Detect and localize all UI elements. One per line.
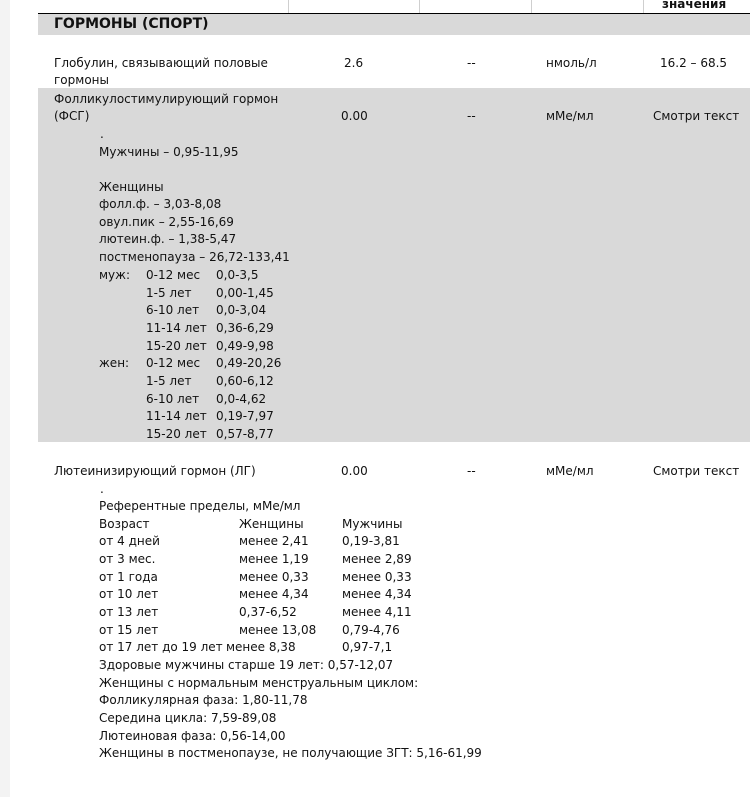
lh-row-age: от 1 года (99, 570, 158, 584)
lh-row-women: менее 4,34 (239, 587, 309, 601)
lh-header-age: Возраст (99, 517, 150, 531)
fsh-reference: Смотри текст (653, 109, 740, 123)
fsh-note-dot: . (100, 127, 104, 141)
fsh-male-label: муж: (99, 268, 131, 282)
fsh-female-age: 0-12 мес (146, 356, 201, 370)
fsh-female-label: жен: (99, 356, 130, 370)
fsh-female-range: 0,60-6,12 (216, 374, 274, 388)
fsh-male-range: 0,0-3,5 (216, 268, 259, 282)
shbg-unit: нмоль/л (546, 56, 597, 70)
fsh-female-range: 0,0-4,62 (216, 392, 267, 406)
lh-header-men: Мужчины (342, 517, 403, 531)
lh-row-women: 0,37-6,52 (239, 605, 297, 619)
fsh-name-line2: (ФСГ) (54, 109, 90, 123)
fsh-male-age: 15-20 лет (146, 339, 207, 353)
lh-note-line: Женщины в постменопаузе, не получающие ЗГТ: 5,16-61,99 (99, 746, 482, 760)
lh-row-men: менее 2,89 (342, 552, 412, 566)
fsh-note-men: Мужчины – 0,95-11,95 (99, 145, 239, 159)
fsh-note-women-item: постменопауза – 26,72-133,41 (99, 250, 290, 264)
lh-note-line: Фолликулярная фаза: 1,80-11,78 (99, 693, 308, 707)
lh-reference: Смотри текст (653, 464, 740, 478)
lh-row-men: менее 4,34 (342, 587, 412, 601)
fsh-female-age: 11-14 лет (146, 409, 207, 423)
fsh-male-range: 0,0-3,04 (216, 303, 267, 317)
fsh-female-range: 0,57-8,77 (216, 427, 274, 441)
lh-note-line: Женщины с нормальным менструальным циклом: (99, 676, 419, 690)
section-title: ГОРМОНЫ (СПОРТ) (54, 16, 209, 32)
lh-note-line: Лютеиновая фаза: 0,56-14,00 (99, 729, 286, 743)
fsh-male-range: 0,36-6,29 (216, 321, 274, 335)
fsh-note-women-item: фолл.ф. – 3,03-8,08 (99, 197, 222, 211)
lh-header-women: Женщины (239, 517, 304, 531)
fsh-note-women-item: овул.пик – 2,55-16,69 (99, 215, 234, 229)
fsh-value: 0.00 (341, 109, 368, 123)
fsh-unit: мМе/мл (546, 109, 594, 123)
lh-row-women: менее 0,33 (239, 570, 309, 584)
fsh-female-range: 0,49-20,26 (216, 356, 282, 370)
lh-note-dot: . (100, 482, 104, 496)
fsh-male-age: 0-12 мес (146, 268, 201, 282)
fsh-female-range: 0,19-7,97 (216, 409, 274, 423)
fsh-male-range: 0,49-9,98 (216, 339, 274, 353)
lh-name: Лютеинизирующий гормон (ЛГ) (54, 464, 256, 478)
fsh-male-age: 11-14 лет (146, 321, 207, 335)
table-header (38, 0, 750, 14)
fsh-male-age: 6-10 лет (146, 303, 200, 317)
lh-row-age: от 10 лет (99, 587, 159, 601)
column-header-reference: значения (662, 0, 727, 11)
fsh-note-women-title: Женщины (99, 180, 164, 194)
lh-row-women: менее 1,19 (239, 552, 309, 566)
lh-row-men: 0,19-3,81 (342, 534, 400, 548)
fsh-male-age: 1-5 лет (146, 286, 192, 300)
shbg-name-line1: Глобулин, связывающий половые (54, 56, 268, 70)
fsh-female-age: 15-20 лет (146, 427, 207, 441)
lh-row-age: от 3 мес. (99, 552, 156, 566)
shbg-reference: 16.2 – 68.5 (660, 56, 728, 70)
lh-flag: -- (467, 464, 476, 478)
lh-note-line: Здоровые мужчины старше 19 лет: 0,57-12,07 (99, 658, 394, 672)
lh-row-age: от 17 лет до 19 лет (99, 640, 223, 654)
lh-row-age: от 15 лет (99, 623, 159, 637)
lh-row-men: менее 0,33 (342, 570, 412, 584)
fsh-female-age: 1-5 лет (146, 374, 192, 388)
fsh-shaded-block (38, 88, 750, 442)
lh-row-women: менее 13,08 (239, 623, 317, 637)
lh-row-age: от 4 дней (99, 534, 160, 548)
lh-value: 0.00 (341, 464, 368, 478)
lh-row-women: менее 2,41 (239, 534, 309, 548)
fsh-female-age: 6-10 лет (146, 392, 200, 406)
fsh-name-line1: Фолликулостимулирующий гормон (54, 92, 279, 106)
fsh-note-women-item: лютеин.ф. – 1,38-5,47 (99, 232, 237, 246)
lh-row-men: 0,97-7,1 (342, 640, 393, 654)
fsh-flag: -- (467, 109, 476, 123)
lh-unit: мМе/мл (546, 464, 594, 478)
lh-row-age: от 13 лет (99, 605, 159, 619)
lh-note-title: Референтные пределы, мМе/мл (99, 499, 301, 513)
lh-row-men: 0,79-4,76 (342, 623, 400, 637)
shbg-value: 2.6 (344, 56, 364, 70)
shbg-flag: -- (467, 56, 476, 70)
lh-note-line: Середина цикла: 7,59-89,08 (99, 711, 277, 725)
lh-row-men: менее 4,11 (342, 605, 412, 619)
lh-row-women: менее 8,38 (226, 640, 296, 654)
fsh-male-range: 0,00-1,45 (216, 286, 274, 300)
shbg-name-line2: гормоны (54, 73, 109, 87)
